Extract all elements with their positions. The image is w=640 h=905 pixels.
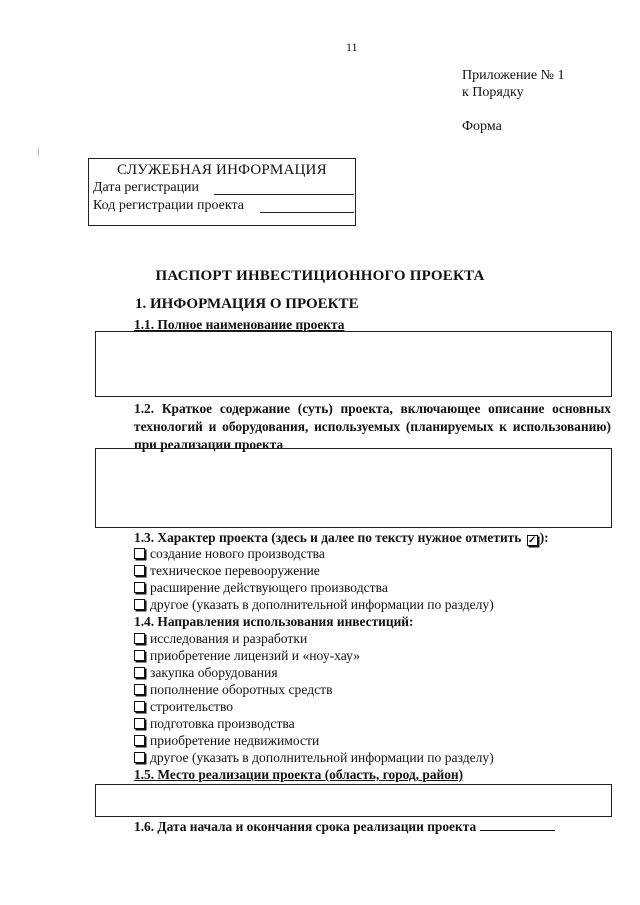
check-glyph: ✓ bbox=[527, 535, 537, 546]
option-new-production[interactable] bbox=[134, 546, 325, 562]
option-label: исследования и разработки bbox=[150, 631, 308, 646]
checkbox-icon[interactable] bbox=[134, 548, 145, 559]
checkbox-icon[interactable] bbox=[134, 565, 145, 576]
project-type-label-suffix: ): bbox=[539, 530, 549, 545]
checkbox-icon[interactable] bbox=[134, 582, 145, 593]
option-research[interactable] bbox=[134, 631, 307, 647]
appendix-order-label: к Порядку bbox=[462, 85, 524, 100]
option-label: техническое перевооружение bbox=[150, 563, 320, 578]
investment-directions-label: 1.4. Направления использования инвестиций: bbox=[134, 614, 414, 629]
summary-field[interactable] bbox=[95, 448, 612, 528]
project-type-label-text: 1.3. Характер проекта (здесь и далее по тексту нужное отметить bbox=[134, 530, 522, 545]
option-label: подготовка производства bbox=[150, 716, 295, 731]
document-title: ПАСПОРТ ИНВЕСТИЦИОННОГО ПРОЕКТА bbox=[155, 268, 485, 284]
checkbox-icon[interactable] bbox=[134, 667, 145, 678]
option-other-type[interactable] bbox=[134, 597, 494, 613]
checkbox-icon[interactable] bbox=[134, 718, 145, 729]
option-equipment[interactable] bbox=[134, 665, 278, 681]
project-code-field[interactable] bbox=[260, 212, 354, 213]
checkbox-icon[interactable] bbox=[134, 599, 145, 610]
option-working-capital[interactable] bbox=[134, 682, 333, 698]
option-production-prep[interactable] bbox=[134, 716, 295, 732]
option-label: закупка оборудования bbox=[150, 665, 278, 680]
service-info-title: СЛУЖЕБНАЯ ИНФОРМАЦИЯ bbox=[117, 162, 327, 178]
checkbox-icon[interactable] bbox=[134, 752, 145, 763]
option-label: строительство bbox=[150, 699, 234, 714]
option-expansion[interactable] bbox=[134, 580, 388, 596]
project-type-label bbox=[134, 530, 549, 546]
checkbox-icon[interactable] bbox=[134, 735, 145, 746]
option-label: пополнение оборотных средств bbox=[150, 682, 333, 697]
registration-date-field[interactable] bbox=[214, 194, 354, 195]
option-real-estate[interactable] bbox=[134, 733, 319, 749]
checkbox-icon[interactable] bbox=[134, 684, 145, 695]
checked-box-icon bbox=[527, 535, 538, 546]
location-field[interactable] bbox=[95, 784, 612, 817]
project-code-label: Код регистрации проекта bbox=[93, 198, 244, 213]
full-name-field[interactable] bbox=[95, 331, 612, 397]
option-licenses[interactable] bbox=[134, 648, 360, 664]
option-tech-reequipment[interactable] bbox=[134, 563, 320, 579]
summary-label bbox=[134, 400, 611, 454]
checkbox-icon[interactable] bbox=[134, 633, 145, 644]
page-number: 11 bbox=[346, 40, 358, 54]
option-label: приобретение лицензий и «ноу-хау» bbox=[150, 648, 361, 663]
form-label: Форма bbox=[462, 119, 502, 134]
checkbox-icon[interactable] bbox=[134, 650, 145, 661]
option-label: другое (указать в дополнительной информации по разделу) bbox=[150, 597, 494, 612]
appendix-label: Приложение № 1 bbox=[462, 68, 565, 83]
location-label: 1.5. Место реализации проекта (область, город, район) bbox=[134, 767, 464, 782]
margin-mark bbox=[38, 148, 39, 156]
dates-field[interactable] bbox=[480, 818, 555, 831]
dates-label-text: 1.6. Дата начала и окончания срока реализации проекта bbox=[134, 819, 477, 834]
option-label: приобретение недвижимости bbox=[150, 733, 320, 748]
checkbox-icon[interactable] bbox=[134, 701, 145, 712]
summary-label-text: 1.2. Краткое содержание (суть) проекта, включающее описание основных технологий и оборудования, используемых (планируемых к использованию) при реализации проекта bbox=[134, 401, 611, 452]
option-label: создание нового производства bbox=[150, 546, 325, 561]
option-other-direction[interactable] bbox=[134, 750, 494, 766]
service-info-box bbox=[88, 158, 356, 226]
option-label: расширение действующего производства bbox=[150, 580, 388, 595]
full-name-label: 1.1. Полное наименование проекта bbox=[134, 317, 345, 332]
registration-date-label: Дата регистрации bbox=[93, 180, 200, 195]
section-heading: 1. ИНФОРМАЦИЯ О ПРОЕКТЕ bbox=[135, 296, 359, 312]
option-label: другое (указать в дополнительной информации по разделу) bbox=[150, 750, 494, 765]
dates-label bbox=[134, 818, 555, 835]
option-construction[interactable] bbox=[134, 699, 233, 715]
